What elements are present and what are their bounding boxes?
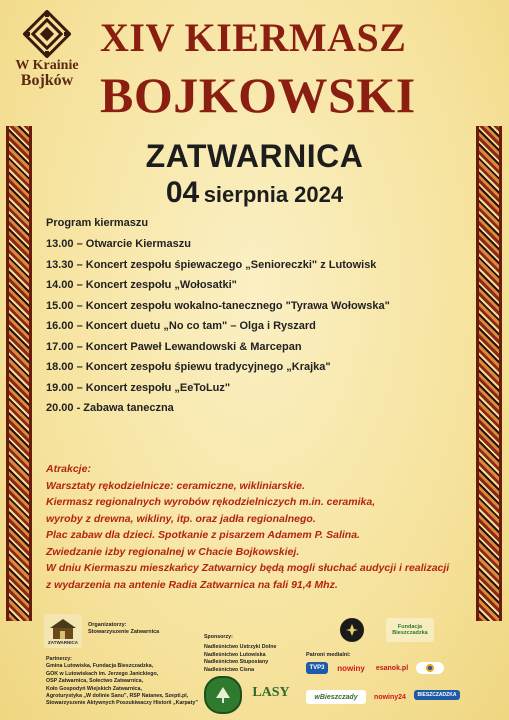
diamond-ornament-icon (23, 10, 71, 58)
title-line1: XIV KIERMASZ (100, 15, 407, 60)
zatwarnica-house-logo (44, 614, 82, 648)
atrakcje-line: W dniu Kiermaszu mieszkańcy Zatwarnicy będą mogli słuchać audycji i realizacji (46, 562, 450, 574)
place-name: ZATWARNICA (145, 138, 364, 174)
w-krainie-bojkow-logo (14, 10, 80, 88)
partner-line: GOK w Lutowiskach im. Jerzego Janickiego, (46, 670, 159, 677)
lasy-panstwowe-logo (204, 676, 242, 714)
atrakcje-line: Warsztaty rękodzielnicze: ceramiczne, wikliniarskie. (46, 479, 305, 492)
wbieszczady-logo: wBieszczady (306, 690, 366, 704)
event-date (0, 176, 509, 210)
date-day: 04 (165, 176, 200, 209)
tvp3-logo: TVP3 (306, 662, 328, 674)
program-item: 19.00 – Koncert zespołu „EeToLuz" (46, 381, 231, 394)
program-item: 13.30 – Koncert zespołu śpiewaczego „Senioreczki" z Lutowisk (46, 258, 377, 271)
program-item: 16.00 – Koncert duetu „No co tam" – Olga i Ryszard (46, 320, 316, 332)
sponsor-line: Nadleśnictwo Cisna (204, 666, 255, 673)
partner-line: Stowarzyszenie Aktywnych Poszukiwaczy Historii „Karpaty" (46, 700, 198, 707)
logo-line1: W Krainie (15, 58, 79, 73)
atrakcje-line: Kiermasz regionalnych wyrobów rękodzielniczych m.in. ceramika, (46, 496, 376, 508)
date-month-year: sierpnia 2024 (203, 182, 344, 207)
eagle-icon (345, 623, 359, 637)
sponsor-line: Nadleśnictwo Stuposiany (204, 659, 269, 666)
program-section (46, 217, 466, 419)
lasy-logo: LASY (252, 685, 290, 700)
radio-icon (425, 663, 435, 673)
program-item: 20.00 - Zabawa taneczna (46, 402, 174, 414)
partner-line: Gmina Lutowiska, Fundacja Bieszczadzka, (46, 663, 154, 670)
radio-logo (416, 662, 444, 674)
title-line2: BOJKOWSKI (100, 67, 416, 123)
sponsors-block (204, 634, 276, 674)
nowiny24-logo: nowiny24 (374, 693, 406, 701)
sponsor-line: Nadleśnictwo Lutowiska (204, 651, 266, 658)
partner-line: OSP Zatwarnica, Sołectwo Zatwarnica, (46, 678, 144, 685)
atrakcje-line: Zwiedzanie izby regionalnej w Chacie Bojkowskiej. (46, 545, 300, 558)
sponsors-label: Sponsorzy: (204, 634, 233, 640)
program-title: Program kiermaszu (46, 217, 149, 229)
emblem-logo (340, 618, 364, 642)
logo-line2: Bojków (20, 72, 74, 89)
nowiny-logo: nowiny (337, 663, 365, 673)
program-item: 18.00 – Koncert zespołu śpiewu tradycyjnego „Krajka" (46, 361, 331, 373)
tree-icon (214, 686, 232, 704)
program-item: 15.00 – Koncert zespołu wokalno-tanecznego "Tyrawa Wołowska" (46, 299, 390, 312)
fundacja-logo: Fundacja Bieszczadzka (386, 618, 434, 642)
esanok-logo: esanok.pl (375, 664, 409, 672)
atrakcje-line: Plac zabaw dla dzieci. Spotkanie z pisarzem Adamem P. Salina. (46, 529, 360, 541)
partner-line: Agroturystyka „W dolinie Sanu", RSP Nataneк, Szepti.pl, (46, 693, 189, 700)
program-item: 14.00 – Koncert zespołu „Wołosatki" (46, 279, 237, 291)
organizer-name: Stowarzyszenie Zatwarnica (88, 629, 160, 636)
atrakcje-section (46, 461, 466, 593)
partners-label: Partnerzy: (46, 656, 72, 662)
program-item: 13.00 – Otwarcie Kiermaszu (46, 238, 191, 250)
bieszczadzka-logo: BIESZCZADZKA (414, 690, 460, 700)
sponsor-line: Nadleśnictwo Ustrzyki Dolne (204, 644, 277, 651)
media-label: Patroni medialni: (306, 652, 351, 658)
partners-block (46, 656, 198, 708)
partner-line: Koło Gospodyń Wiejskich Zatwarnica, (46, 685, 142, 692)
organizer-block (88, 622, 159, 637)
footer-sponsors (0, 612, 509, 720)
atrakcje-line: z wydarzenia na antenie Radia Zatwarnica na fali 91,4 Mhz. (46, 578, 338, 591)
program-item: 17.00 – Koncert Paweł Lewandowski & Marcepan (46, 340, 302, 353)
atrakcje-line: wyroby z drewna, wikliny, itp. oraz jadła regionalnego. (46, 512, 316, 525)
organizer-logo-text: ZATWARNICA (48, 639, 78, 645)
organizer-label: Organizatorzy: (88, 622, 127, 628)
house-icon (48, 618, 78, 640)
atrakcje-title: Atrakcje: (46, 463, 91, 475)
